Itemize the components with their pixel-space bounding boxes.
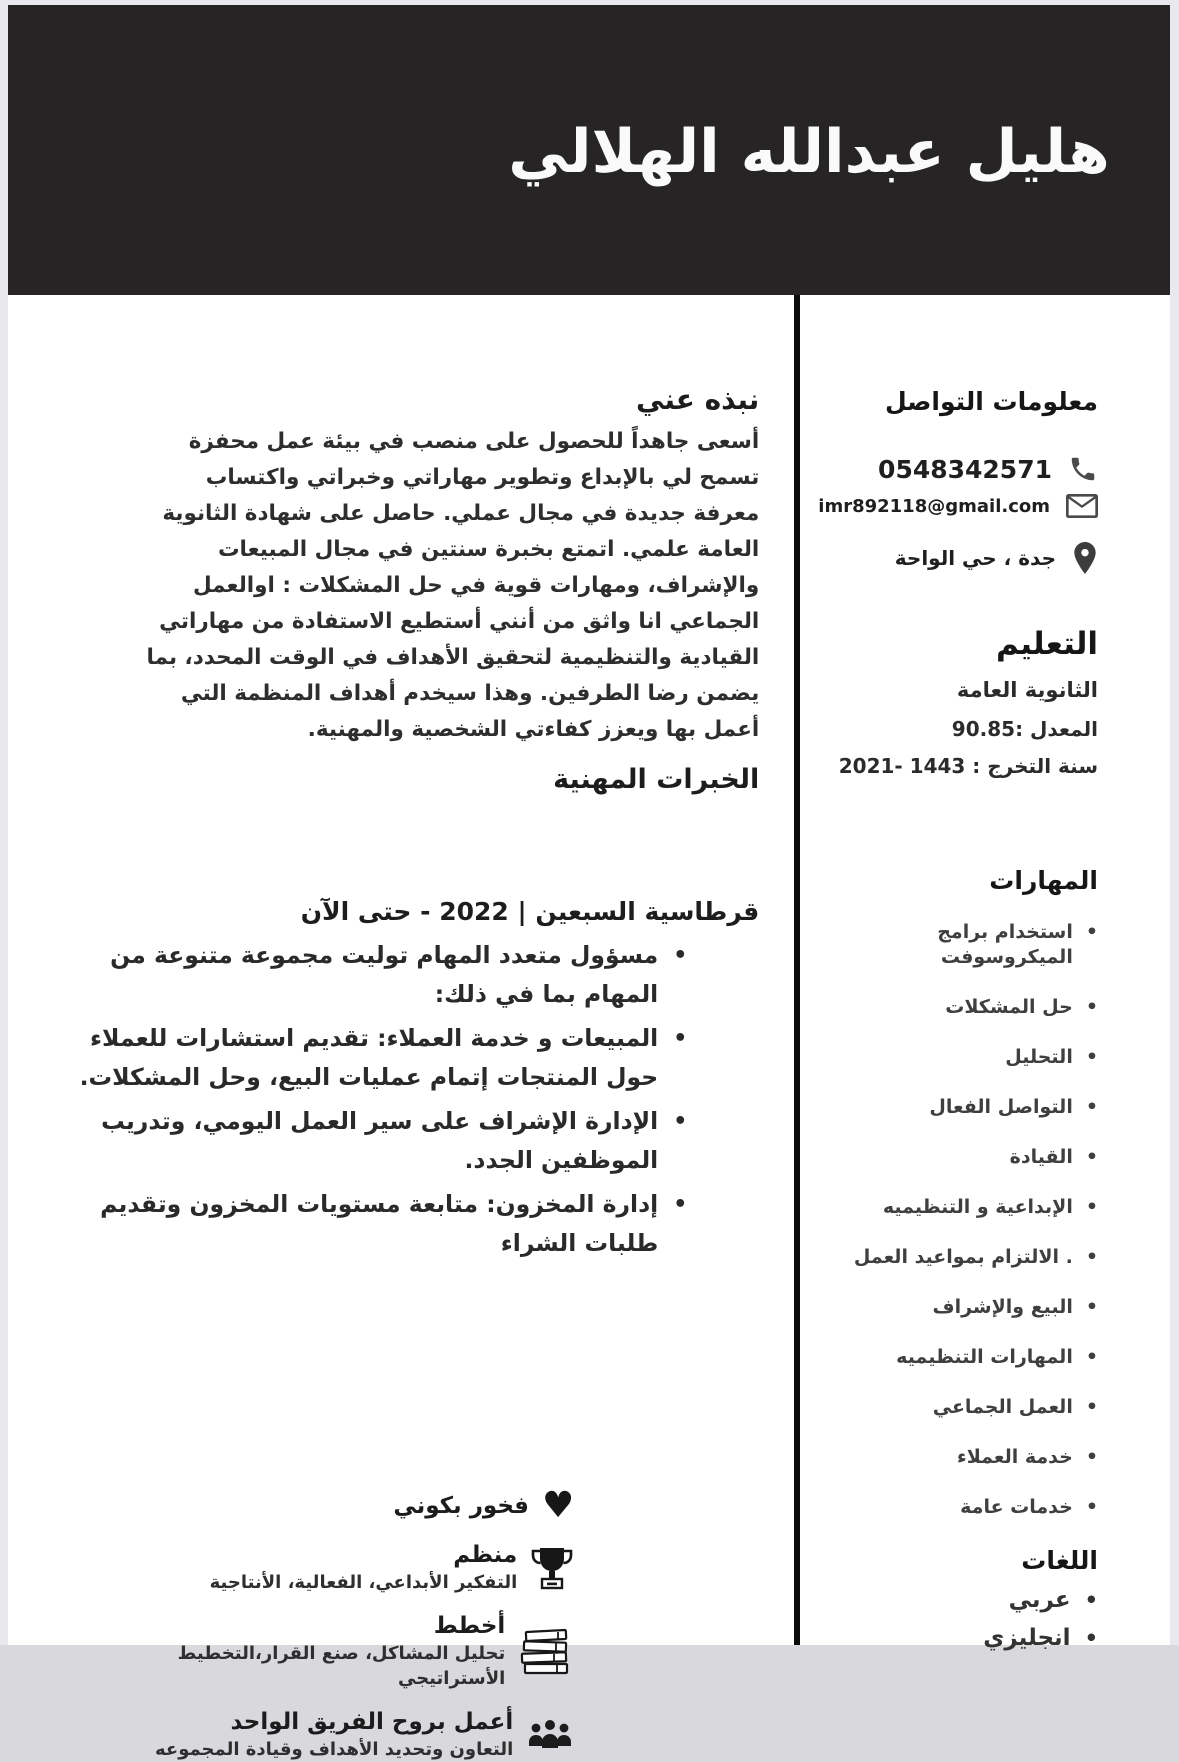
books-icon <box>518 1627 574 1675</box>
bullet-dot: • <box>1085 1046 1098 1068</box>
person-name: هليل عبدالله الهلالي <box>508 117 1110 187</box>
bullet-dot: • <box>673 1192 688 1217</box>
bullet-dot: • <box>1085 1196 1098 1218</box>
bullet-dot: • <box>1085 921 1098 943</box>
trait-title: فخور بكوني <box>393 1493 529 1519</box>
about-section-title: نبذه عني <box>636 383 760 416</box>
trait-organized <box>154 1540 574 1595</box>
experience-bullet: • الإدارة الإشراف على سير العمل اليومي، وتدريب الموظفين الجدد. <box>48 1102 687 1180</box>
job-title: قرطاسية السبعين | 2022 - حتى الآن <box>300 897 760 926</box>
skill-item: • المهارات التنظيميه <box>896 1346 1098 1368</box>
education-grad-year: سنة التخرج : 1443 -2021 <box>838 754 1098 778</box>
bullet-dot: • <box>673 943 688 968</box>
experience-bullets <box>48 936 759 1263</box>
bullet-dot: • <box>1085 1346 1098 1368</box>
phone-icon <box>1068 454 1098 484</box>
trait-planner <box>154 1611 574 1691</box>
trait-title: أخطط <box>433 1613 506 1639</box>
experience-section-title: الخبرات المهنية <box>553 764 760 795</box>
bullet-dot: • <box>673 1026 688 1051</box>
location-text: جدة ، حي الواحة <box>894 546 1056 570</box>
experience-bullet: • مسؤول متعدد المهام توليت مجموعة متنوعة من المهام بما في ذلك: <box>48 936 687 1014</box>
skill-item: • استخدام برامج الميكروسوفت <box>937 921 1098 968</box>
location-pin-icon <box>1072 542 1098 574</box>
bullet-dot: • <box>1085 996 1098 1018</box>
phone-number: 0548342571 <box>878 454 1052 484</box>
education-section-title: التعليم <box>995 626 1098 662</box>
trait-subtitle: التعاون وتحديد الأهداف وقيادة المجموعه <box>154 1739 514 1760</box>
email-address: imr892118@gmail.com <box>818 495 1050 517</box>
language-item: • انجليزي <box>983 1625 1098 1651</box>
language-item: • عربي <box>1008 1587 1098 1613</box>
sidebar <box>794 295 1170 1651</box>
experience-bullet: • إدارة المخزون: متابعة مستويات المخزون وتقديم طلبات الشراء <box>48 1185 687 1263</box>
trait-proud <box>154 1485 575 1526</box>
resume-page <box>8 5 1170 1760</box>
main-column <box>8 295 794 1760</box>
trait-subtitle: تحليل المشاكل، صنع القرار،التخطيط الأستراتيجي <box>177 1643 506 1689</box>
skill-item: • . الالتزام بمواعيد العمل <box>853 1246 1098 1268</box>
skill-item: • العمل الجماعي <box>932 1396 1098 1418</box>
bullet-dot: • <box>673 1109 688 1134</box>
contact-phone-row <box>818 454 1098 484</box>
trait-title: أعمل بروح الفريق الواحد <box>230 1709 514 1735</box>
skill-item: • الإبداعية و التنظيميه <box>882 1196 1098 1218</box>
bullet-dot: • <box>1085 1146 1098 1168</box>
traits-section <box>154 1485 575 1762</box>
skill-item: • القيادة <box>1009 1146 1098 1168</box>
skill-item: • خدمة العملاء <box>957 1446 1098 1468</box>
skill-item: • البيع والإشراف <box>932 1296 1098 1318</box>
trait-title: منظم <box>453 1542 518 1568</box>
skill-item: • التواصل الفعال <box>929 1096 1098 1118</box>
trophy-icon <box>530 1544 574 1592</box>
bullet-dot: • <box>1084 1626 1098 1650</box>
team-icon <box>526 1716 574 1754</box>
education-degree: الثانوية العامة <box>956 678 1098 702</box>
skill-item: • التحليل <box>1005 1046 1098 1068</box>
trait-team-spirit <box>154 1707 574 1762</box>
skill-item: • خدمات عامة <box>960 1496 1098 1518</box>
experience-bullet: • المبيعات و خدمة العملاء: تقديم استشارات للعملاء حول المنتجات إتمام عمليات البيع، وحل المشكلات. <box>48 1019 687 1097</box>
heart-icon: ♥ <box>542 1485 575 1526</box>
header-banner <box>8 5 1170 295</box>
email-icon <box>1066 494 1098 518</box>
contact-section-title: معلومات التواصل <box>884 387 1098 416</box>
contact-email-row <box>818 494 1098 518</box>
trait-subtitle: التفكير الأبداعي، الفعالية، الأنتاجية <box>209 1572 518 1593</box>
bullet-dot: • <box>1085 1096 1098 1118</box>
education-gpa: المعدل :90.85 <box>951 717 1098 741</box>
about-paragraph: أسعى جاهداً للحصول على منصب في بيئة عمل محفزة تسمح لي بالإبداع وتطوير مهاراتي وخبراتي واكتساب معرفة جديدة في مجال عملي. حاصل على شهادة الثانوية العامة علمي. اتمتع بخبرة سنتين في مجال المبيعات والإشراف، ومهارات قوية في حل المشكلات : اوالعمل الجماعي انا واثق من أنني أستطيع الاستفادة من مهاراتي القيادية والتنظيمية لتحقيق الأهداف في الوقت المحدد، بما يضمن رضا الطرفين. وهذا سيخدم أهداف المنظمة التي أعمل بها ويعزز كفاءتي الشخصية والمهنية. <box>146 429 760 742</box>
skill-item: • حل المشكلات <box>945 996 1098 1018</box>
bullet-dot: • <box>1085 1246 1098 1268</box>
skills-section-title: المهارات <box>989 866 1098 895</box>
bullet-dot: • <box>1085 1396 1098 1418</box>
bullet-dot: • <box>1084 1588 1098 1612</box>
languages-section-title: اللغات <box>1021 1546 1098 1575</box>
bullet-dot: • <box>1085 1496 1098 1518</box>
bullet-dot: • <box>1085 1296 1098 1318</box>
contact-location-row <box>818 542 1098 574</box>
body-columns <box>8 295 1170 1760</box>
bullet-dot: • <box>1085 1446 1098 1468</box>
